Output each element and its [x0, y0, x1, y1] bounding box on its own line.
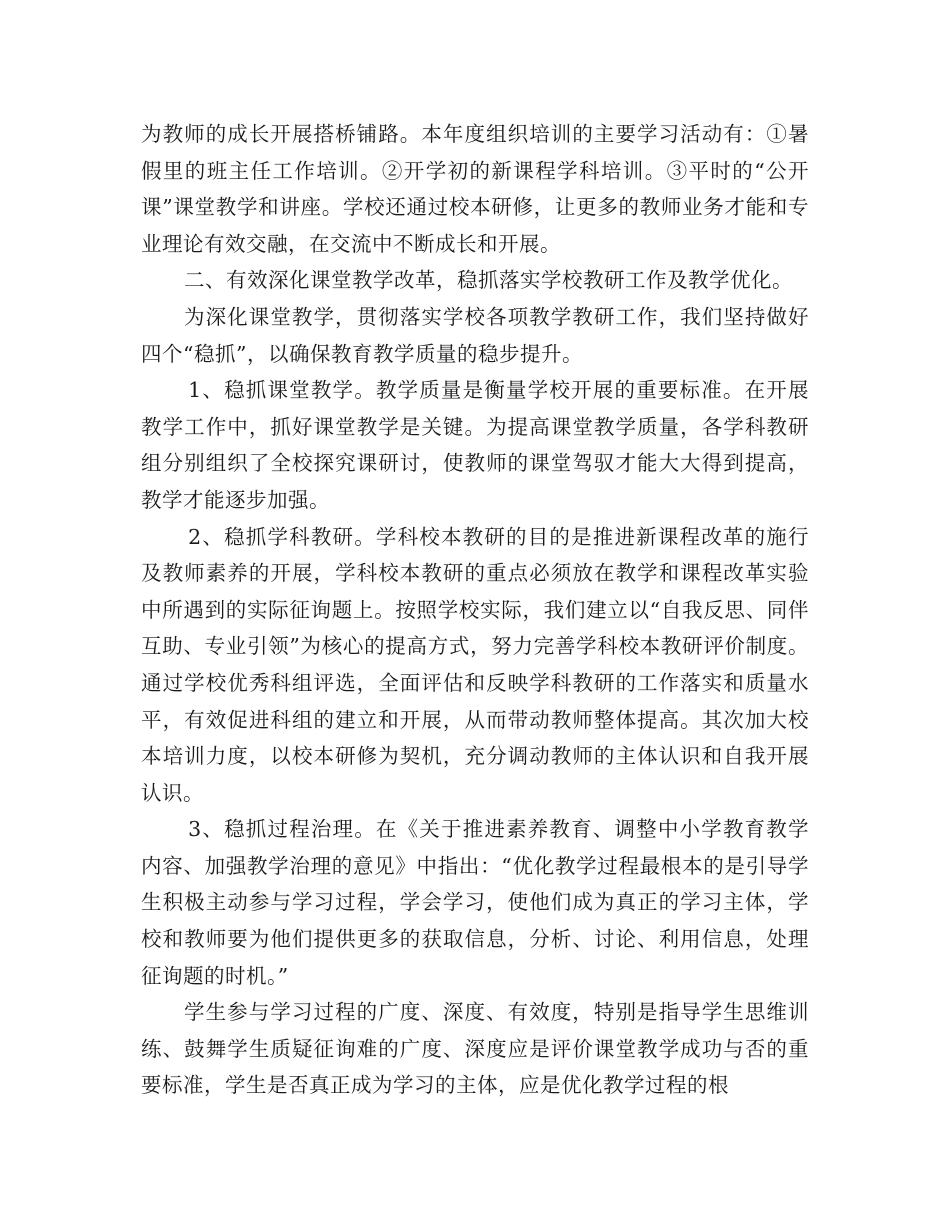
paragraph-subject-research: 2、稳抓学科教研。学科校本教研的目的是推进新课程改革的施行及教师素养的开展，学科校本教研的重点必须放在教学和课程改革实验中所遇到的实际征询题上。按照学校实际，我们建立以“自我反思、同伴互助、专业引领”为核心的提高方式，努力完善学科校本教研评价制度。通过学校优秀科组评选，全面评估和反映学科教研的工作落实和质量水平，有效促进科组的建立和开展，从而带动教师整体提高。其次加大校本培训力度，以校本研修为契机，充分调动教师的主体认识和自我开展认识。: [141, 524, 809, 805]
paragraph-four-priorities: 为深化课堂教学，贯彻落实学校各项教学教研工作，我们坚持做好四个“稳抓”，以确保教育教学质量的稳步提升。: [141, 304, 809, 366]
section-heading-classroom-reform: 二、有效深化课堂教学改革，稳抓落实学校教研工作及教学优化。: [184, 268, 794, 293]
paragraph-student-participation: 学生参与学习过程的广度、深度、有效度，特别是指导学生思维训练、鼓舞学生质疑征询难的广度、深度应是评价课堂教学成功与否的重要标准，学生是否真正成为学习的主体，应是优化教学过程的根: [141, 1000, 809, 1098]
document-body: [141, 116, 809, 1104]
paragraph-process-management: 3、稳抓过程治理。在《关于推进素养教育、调整中小学教育教学内容、加强教学治理的意见》中指出：“优化教学过程最根本的是引导学生积极主动参与学习过程，学会学习，使他们成为真正的学习主体，学校和教师要为他们提供更多的获取信息，分析、讨论、利用信息，处理征询题的时机。”: [141, 817, 809, 988]
paragraph-classroom-teaching: 1、稳抓课堂教学。教学质量是衡量学校开展的重要标准。在开展教学工作中，抓好课堂教学是关键。为提高课堂教学质量，各学科教研组分别组织了全校探究课研讨，使教师的课堂驾驭才能大大得到提高，教学才能逐步加强。: [141, 378, 809, 512]
paragraph-training-activities: 为教师的成长开展搭桥铺路。本年度组织培训的主要学习活动有：①暑假里的班主任工作培训。②开学初的新课程学科培训。③平时的“公开课”课堂教学和讲座。学校还通过校本研修，让更多的教师业务才能和专业理论有效交融，在交流中不断成长和开展。: [141, 122, 809, 256]
